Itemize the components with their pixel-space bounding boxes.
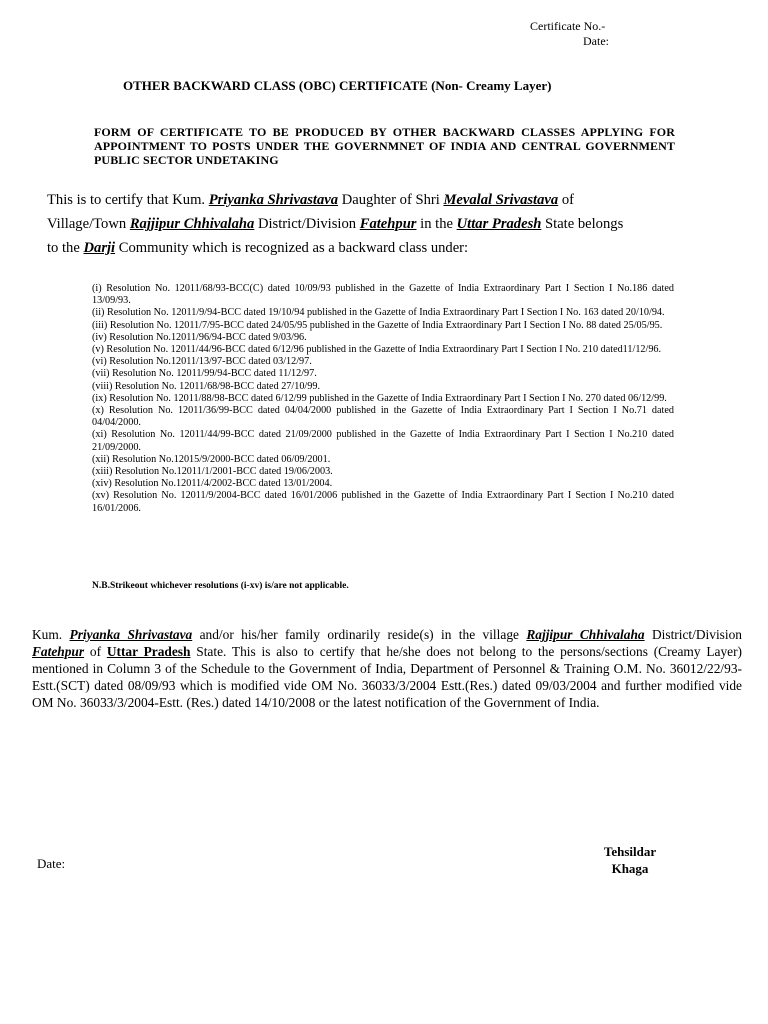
- father-name: Mevalal Srivastava: [443, 192, 559, 208]
- certification-paragraph: [47, 188, 703, 260]
- resolution-item: (i) Resolution No. 12011/68/93-BCC(C) dated 10/09/93 published in the Gazette of India Extraordinary Part I Section I No.186 dated 13/09/93.: [92, 283, 674, 307]
- village-name: Rajjipur Chhivalaha: [129, 216, 255, 232]
- para1-line-3: [47, 236, 703, 260]
- para1-line-2: [47, 212, 703, 236]
- para1-text: State belongs: [541, 216, 624, 232]
- para1-text: District/Division: [254, 216, 360, 232]
- para2-text: of: [84, 644, 107, 659]
- resolution-list: [92, 283, 674, 515]
- resolution-item: (xi) Resolution No. 12011/44/99-BCC dated 21/09/2000 published in the Gazette of India Extraordinary Part I Section I No.210 dated 21/09/2000.: [92, 429, 674, 453]
- para1-text: Village/Town: [47, 216, 130, 232]
- para1-line-1: [47, 188, 703, 212]
- resolution-item: (xv) Resolution No. 12011/9/2004-BCC dated 16/01/2006 published in the Gazette of India Extraordinary Part I Section I No.210 dated 16/01/2006.: [92, 490, 674, 514]
- residence-paragraph: [32, 626, 742, 711]
- para2-text: State. This is also to certify that he/she does not belong to the persons/sections (Creamy Layer) mentioned in Column 3 of the Schedule to the Government of India, Department of Personnel & Training O.M. No. 36012/22/93-Estt.(SCT) dated 08/09/93 which is modified vide OM No. 36033/3/2004 Estt.(Res.) dated 09/03/2004 and further modified vide OM No. 36033/3/2004-Estt. (Res.) dated 14/10/2008 or the latest notification of the Government of India.: [32, 644, 743, 710]
- para2-text: Kum.: [32, 627, 70, 642]
- signature-date-label: Date:: [37, 856, 66, 871]
- district-name: Fatehpur: [32, 644, 85, 659]
- candidate-name: Priyanka Shrivastava: [69, 627, 193, 642]
- resolution-item: (ix) Resolution No. 12011/88/98-BCC dated 6/12/99 published in the Gazette of India Extraordinary Part I Section I No. 270 dated 06/12/99.: [92, 392, 667, 404]
- certificate-date-label: Date:: [583, 34, 609, 48]
- resolution-item: (xiii) Resolution No.12011/1/2001-BCC dated 19/06/2003.: [92, 466, 333, 478]
- certificate-title: OTHER BACKWARD CLASS (OBC) CERTIFICATE (Non- Creamy Layer): [123, 78, 552, 93]
- resolution-item: (vii) Resolution No. 12011/99/94-BCC dated 11/12/97.: [92, 368, 317, 380]
- state-name: Uttar Pradesh: [106, 644, 191, 659]
- strikeout-note: N.B.Strikeout whichever resolutions (i-xv) is/are not applicable.: [92, 581, 349, 591]
- district-name: Fatehpur: [359, 216, 417, 232]
- village-name: Rajjipur Chhivalaha: [526, 627, 645, 642]
- candidate-name: Priyanka Shrivastava: [208, 192, 339, 208]
- para1-text: This is to certify that Kum.: [47, 192, 209, 208]
- state-name: Uttar Pradesh: [456, 216, 542, 232]
- form-heading: FORM OF CERTIFICATE TO BE PRODUCED BY OTHER BACKWARD CLASSES APPLYING FOR APPOINTMENT TO POSTS UNDER THE GOVERNMNET OF INDIA AND CENTRAL GOVERNMENT PUBLIC SECTOR UNDETAKING: [94, 125, 675, 167]
- resolution-item: (vi) Resolution No.12011/13/97-BCC dated 03/12/97.: [92, 356, 312, 368]
- officer-title: Tehsildar: [603, 844, 657, 859]
- officer-place: Khaga: [611, 861, 649, 876]
- resolution-item: (iv) Resolution No.12011/96/94-BCC dated 9/03/96.: [92, 331, 307, 343]
- para1-text: of: [558, 192, 574, 208]
- para1-text: Daughter of Shri: [338, 192, 444, 208]
- signing-authority: [590, 843, 670, 877]
- para2-text: District/Division: [644, 627, 743, 642]
- resolution-item: (x) Resolution No. 12011/36/99-BCC dated 04/04/2000 published in the Gazette of India Extraordinary Part I Section I No.71 dated 04/04/2000.: [92, 405, 674, 429]
- certificate-number-label: Certificate No.-: [530, 19, 606, 33]
- resolution-item: (ii) Resolution No. 12011/9/94-BCC dated 19/10/94 published in the Gazette of India Extraordinary Part I Section I No. 163 dated 20/10/94.: [92, 307, 665, 319]
- community-name: Darji: [83, 240, 116, 256]
- resolution-item: (viii) Resolution No. 12011/68/98-BCC dated 27/10/99.: [92, 380, 320, 392]
- resolution-item: (xii) Resolution No.12015/9/2000-BCC dated 06/09/2001.: [92, 453, 331, 465]
- para1-text: to the: [47, 240, 84, 256]
- resolution-item: (iii) Resolution No. 12011/7/95-BCC dated 24/05/95 published in the Gazette of India Extraordinary Part I Section I No. 88 dated 25/05/95.: [92, 319, 663, 331]
- resolution-item: (xiv) Resolution No.12011/4/2002-BCC dated 13/01/2004.: [92, 478, 333, 490]
- resolution-item: (v) Resolution No. 12011/44/96-BCC dated 6/12/96 published in the Gazette of India Extraordinary Part I Section I No. 210 dated11/12/96.: [92, 344, 662, 356]
- para1-text: in the: [416, 216, 457, 232]
- para2-text: and/or his/her family ordinarily reside(s) in the village: [192, 627, 527, 642]
- para1-text: Community which is recognized as a backward class under:: [115, 240, 469, 256]
